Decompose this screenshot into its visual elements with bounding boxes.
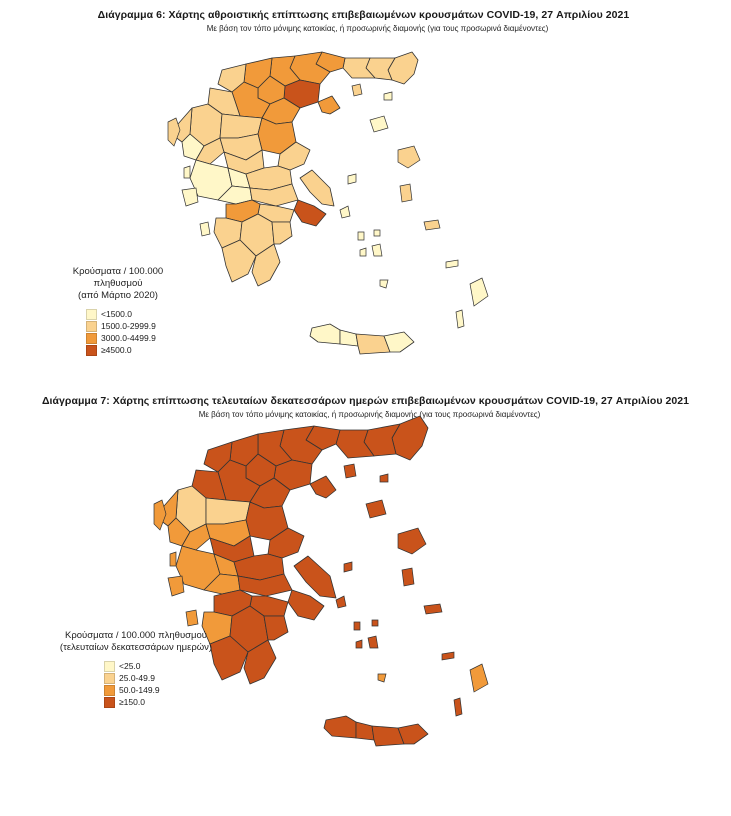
legend-label: 25.0-49.9 [119,673,155,683]
island-samos [424,220,440,230]
region-evia [294,556,336,598]
legend-item [86,308,188,320]
region-rethymno [356,722,374,740]
region-argolida [264,616,288,640]
island-chios [402,568,414,586]
island-karpathos [456,310,464,328]
island-skyros [348,174,356,184]
island-paros [360,248,366,256]
legend-swatch [104,697,115,708]
region-lasithi [384,332,414,352]
legend-item [86,320,188,332]
region-chania [310,324,340,344]
island-kefalonia [168,576,184,596]
island-naxos [368,636,378,648]
island-kefalonia [182,188,198,206]
island-andros [336,596,346,608]
legend-item [104,696,226,708]
island-zakynthos [200,222,210,236]
legend-title-line2: (από Μάρτιο 2020) [78,290,158,301]
legend-item [104,672,226,684]
legend-label: 50.0-149.9 [119,685,160,695]
island-paros [356,640,362,648]
island-skyros [344,562,352,572]
region-evia [300,170,334,206]
legend-item [104,684,226,696]
region-attiki [294,200,326,226]
legend-title-line1: Κρούσματα / 100.000 πληθυσμού [72,266,164,289]
island-kos [446,260,458,268]
legend-label: <25.0 [119,661,141,671]
island-corfu [168,118,180,146]
legend-title-line2: (τελευταίων δεκατεσσάρων ημερών) [59,642,213,653]
island-lefkada [170,552,176,566]
map-title: Διάγραμμα 6: Χάρτης αθροιστικής επίπτωσης επιβεβαιωμένων κρουσμάτων COVID-19, 27 Απριλίου 2021 [97,9,630,21]
island-thasos [344,464,356,478]
legend-swatch [104,673,115,684]
region-rethymno [340,330,358,346]
legend-swatch [86,345,97,356]
island-karpathos [454,698,462,716]
island-santorini [378,674,386,682]
legend-swatch [86,321,97,332]
legend-swatch [86,333,97,344]
legend-item [86,332,188,344]
island-samothraki [384,92,392,100]
legend-swatch [86,309,97,320]
region-chalkidiki [318,96,340,114]
island-rhodes [470,278,488,306]
island-syros [354,622,360,630]
region-chania [324,716,356,738]
island-lesvos [398,146,420,168]
island-lesvos [398,528,426,554]
island-limnos [370,116,388,132]
island-samos [424,604,442,614]
island-thasos [352,84,362,96]
island-syros [358,232,364,240]
region-chalkidiki [310,476,336,498]
map-title: Διάγραμμα 7: Χάρτης επίπτωσης τελευταίων δεκατεσσάρων ημερών επιβεβαιωμένων κρουσμάτων COVID-19, 27 Απριλίου 2021 [41,395,690,407]
island-samothraki [380,474,388,482]
legend-title-line1: Κρούσματα / 100.000 πληθυσμού [65,630,207,641]
legend-label: ≥150.0 [119,697,145,707]
legend-item [86,344,188,356]
island-andros [340,206,350,218]
map-panel-14day [0,386,731,816]
legend-item [104,660,226,672]
map-panel-cumulative [0,0,731,380]
legend-label: 1500.0-2999.9 [101,321,156,331]
region-argolida [272,222,292,244]
island-kos [442,652,454,660]
island-zakynthos [186,610,198,626]
island-mykonos [372,620,378,626]
region-evros [392,416,428,460]
legend-14day [46,630,226,708]
island-naxos [372,244,382,256]
island-rhodes [470,664,488,692]
island-chios [400,184,412,202]
legend-cumulative [48,266,188,356]
legend-label: <1500.0 [101,309,132,319]
region-lasithi [398,724,428,744]
island-corfu [154,500,166,530]
map-subtitle: Με βάση τον τόπο μόνιμης κατοικίας, ή προσωρινής διαμονής (για τους προσωρινά διαμένοντες) [198,410,541,419]
map-subtitle: Με βάση τον τόπο μόνιμης κατοικίας, ή προσωρινής διαμονής (για τους προσωρινά διαμένοντες) [206,24,549,33]
island-santorini [380,280,388,288]
island-limnos [366,500,386,518]
greece-map-14day [0,386,731,816]
legend-swatch [104,685,115,696]
legend-label: ≥4500.0 [101,345,132,355]
legend-label: 3000.0-4499.9 [101,333,156,343]
region-evros [388,52,418,84]
legend-swatch [104,661,115,672]
island-mykonos [374,230,380,236]
island-lefkada [184,166,190,178]
